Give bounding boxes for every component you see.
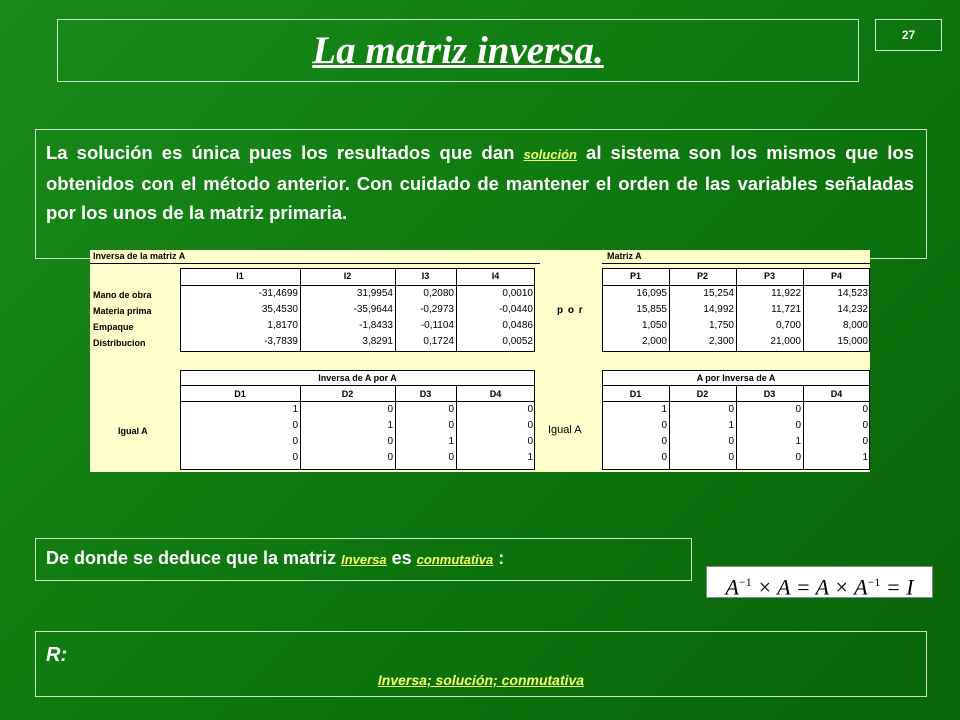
- table-cell: 0: [795, 452, 801, 463]
- table-cell: 0: [862, 436, 868, 447]
- table-cell: 0: [862, 404, 868, 415]
- deduce-text-2: es: [386, 548, 417, 568]
- table-cell: 0: [387, 436, 393, 447]
- deduce-text-1: De donde se deduce que la matriz: [46, 548, 342, 568]
- col-header: D3: [419, 389, 432, 399]
- table-cell: 15,855: [636, 304, 667, 315]
- answer-box: [35, 631, 927, 697]
- row-label: Materia prima: [93, 306, 152, 316]
- col-header: D4: [489, 389, 502, 399]
- table-cell: 1: [795, 436, 801, 447]
- table-cell: 0: [728, 452, 734, 463]
- por-label: p o r: [557, 305, 584, 316]
- table-cell: 1,750: [708, 320, 734, 331]
- table-cell: 1: [387, 420, 393, 431]
- table-cell: 0: [292, 452, 298, 463]
- table-cell: 0: [661, 452, 667, 463]
- row-label: Distribucion: [93, 338, 146, 348]
- matrix-a-title: Matriz A: [607, 251, 642, 261]
- table-cell: 14,232: [837, 304, 868, 315]
- product1-title: Inversa de A por A: [318, 373, 397, 383]
- table-cell: 0: [795, 404, 801, 415]
- formula-image: [706, 566, 933, 598]
- table-cell: 1: [292, 404, 298, 415]
- igual-a-label-mid: Igual A: [548, 424, 582, 436]
- table-cell: 0: [387, 404, 393, 415]
- table-cell: 3,8291: [362, 336, 393, 347]
- igual-a-label-left: Igual A: [118, 426, 148, 436]
- col-header: D1: [234, 389, 246, 399]
- table-cell: -3,7839: [264, 336, 298, 347]
- table-cell: 0: [728, 436, 734, 447]
- page-number: 27: [901, 28, 916, 42]
- table-cell: 16,095: [636, 288, 667, 299]
- formula-end: = I: [880, 574, 914, 600]
- table-cell: 21,000: [770, 336, 801, 347]
- table-cell: 11,721: [771, 304, 801, 315]
- formula-exp: −1: [867, 575, 881, 589]
- table-cell: 2,300: [708, 336, 734, 347]
- col-header: P3: [763, 271, 775, 281]
- product2-title: A por Inversa de A: [696, 373, 776, 383]
- table-cell: 1: [448, 436, 454, 447]
- table-cell: 0: [728, 404, 734, 415]
- answer-row: [36, 672, 926, 690]
- table-cell: 1: [728, 420, 734, 431]
- col-header: D2: [341, 389, 354, 399]
- table-cell: 1: [862, 452, 868, 463]
- table-cell: 0,1724: [423, 336, 454, 347]
- table-cell: 0,0486: [502, 320, 533, 331]
- table-cell: 0: [527, 436, 533, 447]
- table-cell: 0: [862, 420, 868, 431]
- table-cell: 0,0052: [502, 336, 533, 347]
- answer-label: R:: [46, 644, 68, 666]
- deduce-text-3: :: [493, 548, 505, 568]
- answer-link[interactable]: Inversa; solución; conmutativa: [377, 672, 585, 688]
- row-label: Empaque: [93, 322, 134, 332]
- table-cell: -0,0440: [499, 304, 533, 315]
- table-cell: 1: [661, 404, 667, 415]
- table-cell: 0: [448, 420, 454, 431]
- row-label: Mano de obra: [93, 290, 152, 300]
- col-header: I4: [491, 271, 500, 281]
- col-header: D2: [696, 389, 709, 399]
- spreadsheet: [90, 250, 870, 472]
- table-cell: -0,1104: [420, 320, 454, 331]
- inversa-link[interactable]: Inversa: [341, 552, 387, 567]
- table-cell: 0: [448, 452, 454, 463]
- col-header: P4: [830, 271, 842, 281]
- col-header: P1: [629, 271, 641, 281]
- table-cell: 31,9954: [356, 288, 393, 299]
- table-cell: 0,0010: [502, 288, 533, 299]
- table-cell: 0: [527, 404, 533, 415]
- col-header: I3: [421, 271, 430, 281]
- inverse-matrix-title: Inversa de la matriz A: [93, 251, 186, 261]
- table-cell: 0: [527, 420, 533, 431]
- table-cell: 0: [448, 404, 454, 415]
- table-cell: 0: [661, 420, 667, 431]
- table-cell: 11,922: [771, 288, 801, 299]
- formula-mid: × A = A × A: [751, 574, 868, 600]
- table-cell: 0,700: [775, 320, 801, 331]
- conmutativa-link[interactable]: conmutativa: [416, 552, 494, 567]
- col-header: D4: [830, 389, 843, 399]
- explanation-box: [35, 129, 927, 259]
- table-cell: 15,254: [703, 288, 734, 299]
- table-cell: 2,000: [641, 336, 667, 347]
- table-cell: -0,2973: [420, 304, 454, 315]
- explanation-paragraph: [46, 138, 914, 227]
- table-cell: 0: [661, 436, 667, 447]
- formula-exp: −1: [738, 575, 752, 589]
- formula-a: A: [725, 574, 739, 600]
- table-cell: -31,4699: [258, 288, 298, 299]
- paragraph-text-1: La solución es única pues los resultados que dan: [46, 142, 524, 163]
- col-header: P2: [696, 271, 708, 281]
- table-cell: 1,050: [641, 320, 667, 331]
- table-cell: 35,4530: [261, 304, 298, 315]
- table-cell: 0,2080: [423, 288, 454, 299]
- col-header: D3: [763, 389, 776, 399]
- table-cell: -1,8433: [359, 320, 393, 331]
- table-cell: 8,000: [842, 320, 868, 331]
- table-cell: -35,9644: [353, 304, 393, 315]
- table-cell: 14,992: [703, 304, 734, 315]
- page-number-box: [875, 19, 942, 51]
- table-cell: 1,8170: [267, 320, 298, 331]
- deduce-sentence: [46, 548, 504, 569]
- col-header: D1: [629, 389, 642, 399]
- table-cell: 0: [292, 436, 298, 447]
- table-cell: 1: [527, 452, 533, 463]
- solucion-link[interactable]: solución: [523, 147, 577, 162]
- table-cell: 0: [795, 420, 801, 431]
- col-header: I2: [343, 271, 352, 281]
- table-cell: 15,000: [837, 336, 868, 347]
- table-cell: 0: [387, 452, 393, 463]
- title-box: [57, 19, 859, 82]
- table-cell: 14,523: [837, 288, 868, 299]
- col-header: I1: [236, 271, 244, 281]
- paragraph-text-2: al sistema son los mismos que los obtenidos con el método anterior. Con cuidado de mantener el orden de las variables señaladas por los unos de la matriz primaria.: [46, 142, 914, 223]
- table-cell: 0: [292, 420, 298, 431]
- slide-title: La matriz inversa.: [312, 29, 604, 72]
